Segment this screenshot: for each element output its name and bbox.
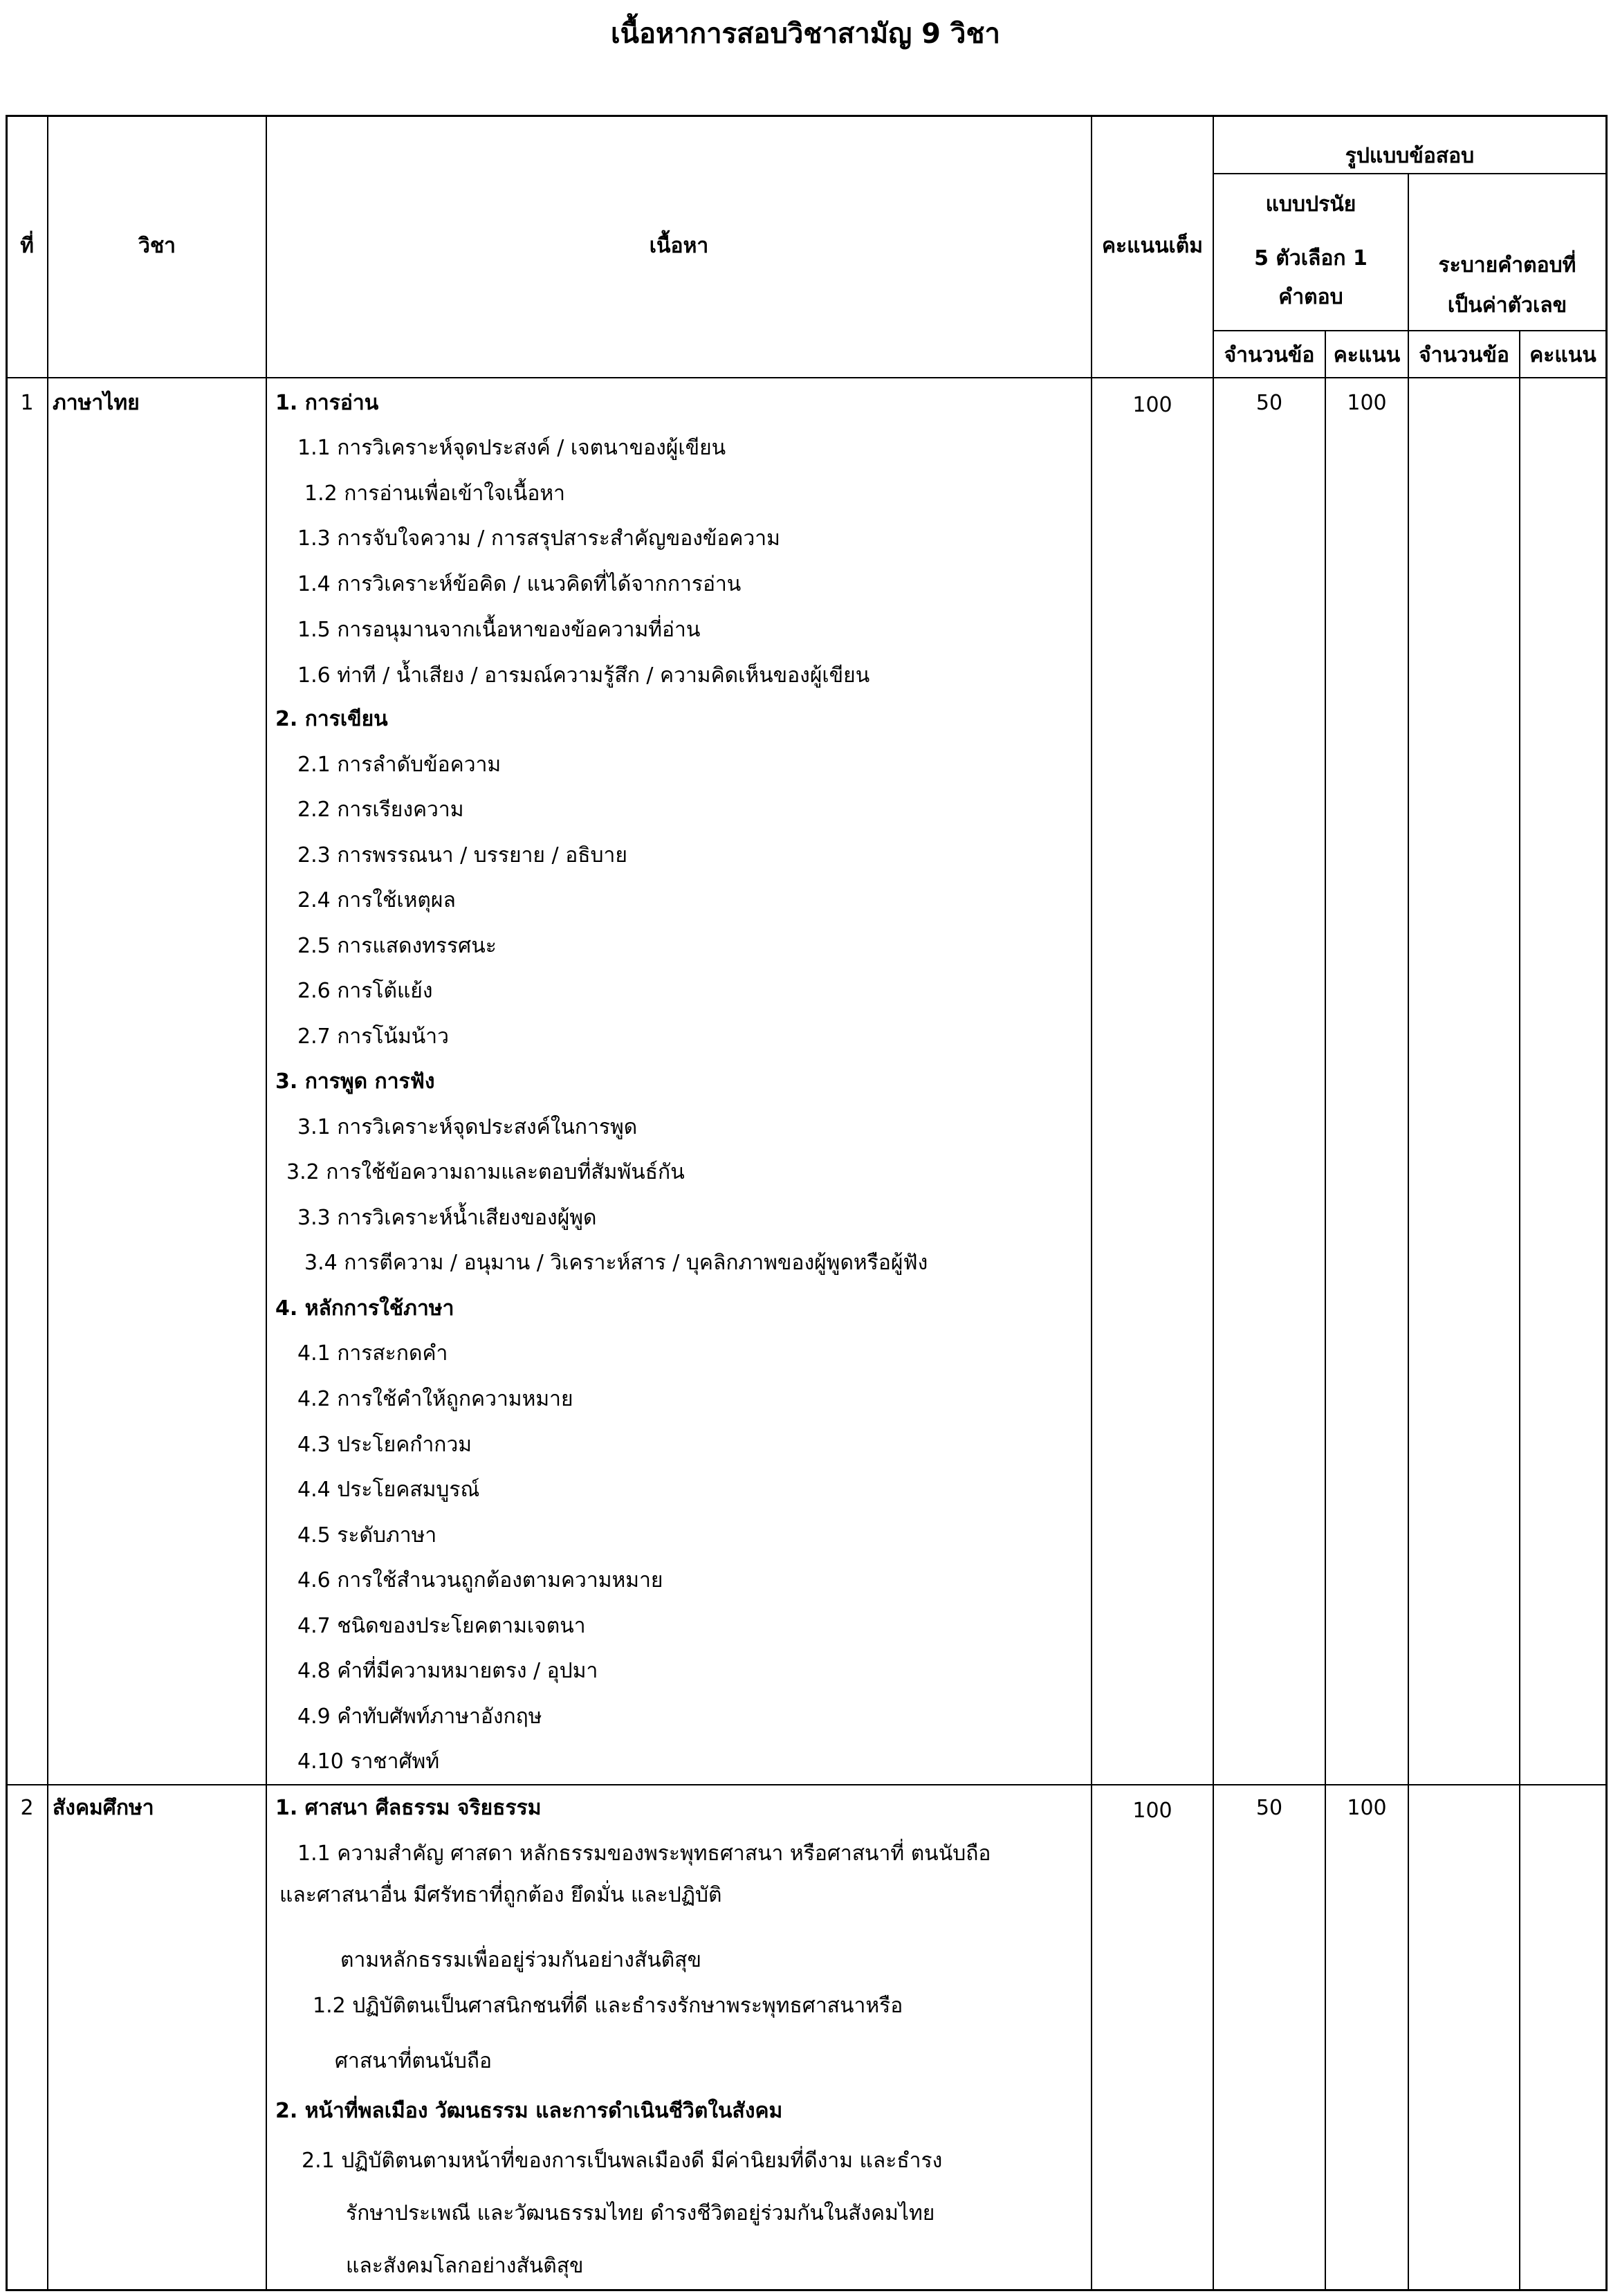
header-score-mc: คะแนน (1333, 343, 1401, 367)
format-divider (1213, 173, 1608, 174)
page-title: เนื้อหาการสอบวิชาสามัญ 9 วิชา (610, 18, 1000, 50)
table-border-bottom (6, 2289, 1608, 2291)
content-line: 2.4 การใช้เหตุผล (297, 888, 456, 912)
content-line: 1.2 การอ่านเพื่อเข้าใจเนื้อหา (304, 481, 566, 506)
content-line: 1.5 การอนุมานจากเนื้อหาของข้อความที่อ่าน (297, 618, 701, 642)
content-line: 2.6 การโต้แย้ง (297, 979, 433, 1003)
col-line-2 (266, 115, 267, 2291)
subheader-divider (1213, 330, 1608, 331)
col-line-5 (1325, 330, 1326, 2291)
header-full-score: คะแนนเต็ม (1101, 234, 1204, 258)
content-line: 1.3 การจับใจความ / การสรุปสาระสำคัญของข้อความ (297, 526, 780, 551)
content-line: 4.9 คำทับศัพท์ภาษาอังกฤษ (297, 1705, 542, 1729)
content-line: 4.1 การสะกดคำ (297, 1341, 448, 1366)
content-line: 4.7 ชนิดของประโยคตามเจตนา (297, 1614, 586, 1638)
row-subject: สังคมศึกษา (53, 1796, 154, 1820)
header-items-num: จำนวนข้อ (1419, 343, 1509, 367)
header-subject: วิชา (138, 234, 176, 258)
header-format: รูปแบบข้อสอบ (1345, 144, 1475, 168)
col-line-3 (1091, 115, 1092, 2291)
row-divider (6, 1784, 1608, 1785)
content-line: รักษาประเพณี และวัฒนธรรมไทย ดำรงชีวิตอยู่ร่วมกันในสังคมไทย (346, 2201, 935, 2225)
content-line: 2.3 การพรรณนา / บรรยาย / อธิบาย (297, 843, 627, 867)
row-no: 2 (20, 1796, 34, 1820)
content-line: 4.4 ประโยคสมบูรณ์ (297, 1478, 480, 1502)
content-line: และสังคมโลกอย่างสันติสุข (346, 2254, 584, 2278)
col-line-4 (1213, 115, 1214, 2291)
content-line: 1.1 การวิเคราะห์จุดประสงค์ / เจตนาของผู้เขียน (297, 436, 726, 460)
header-content: เนื้อหา (649, 234, 709, 258)
content-line: และศาสนาอื่น มีศรัทธาที่ถูกต้อง ยึดมั่น และปฏิบัติ (279, 1883, 722, 1907)
content-line: 1.2 ปฏิบัติตนเป็นศาสนิกชนที่ดี และธำรงรักษาพระพุทธศาสนาหรือ (313, 1994, 903, 2018)
header-score-num: คะแนน (1529, 343, 1596, 367)
col-line-0 (6, 115, 8, 2291)
content-line: 2.1 ปฏิบัติตนตามหน้าที่ของการเป็นพลเมืองดี มีค่านิยมที่ดีงาม และธำรง (302, 2149, 943, 2173)
header-num-line2: เป็นค่าตัวเลข (1447, 293, 1567, 318)
content-line: 2. หน้าที่พลเมือง วัฒนธรรม และการดำเนินชีวิตในสังคม (275, 2099, 783, 2123)
content-line: 4.8 คำที่มีความหมายตรง / อุปมา (297, 1659, 598, 1683)
content-line: 2.2 การเรียงความ (297, 798, 464, 822)
row-mc-items: 50 (1255, 391, 1283, 415)
content-line: 1.4 การวิเคราะห์ข้อคิด / แนวคิดที่ได้จากการอ่าน (297, 572, 742, 596)
row-subject: ภาษาไทย (53, 391, 140, 415)
header-mc-line2: 5 ตัวเลือก 1 (1254, 246, 1368, 270)
content-line: 4.6 การใช้สำนวนถูกต้องตามความหมาย (297, 1568, 663, 1592)
row-mc-score: 100 (1347, 1796, 1387, 1820)
content-line: 1.1 ความสำคัญ ศาสดา หลักธรรมของพระพุทธศาสนา หรือศาสนาที่ ตนนับถือ (297, 1842, 991, 1866)
content-line: 1. การอ่าน (275, 391, 379, 415)
header-mc-line1: แบบปรนัย (1265, 192, 1356, 217)
content-line: 4. หลักการใช้ภาษา (275, 1296, 454, 1321)
content-line: 4.5 ระดับภาษา (297, 1523, 437, 1547)
table-border-top (6, 115, 1608, 117)
content-line: 4.10 ราชาศัพท์ (297, 1749, 440, 1774)
content-line: 2. การเขียน (275, 707, 388, 731)
header-mc-line3: คำตอบ (1278, 285, 1343, 309)
content-line: 2.1 การลำดับข้อความ (297, 753, 501, 777)
header-no: ที่ (20, 234, 34, 258)
header-items-mc: จำนวนข้อ (1224, 343, 1315, 367)
content-line: 1.6 ท่าที / น้ำเสียง / อารมณ์ความรู้สึก / ความคิดเห็นของผู้เขียน (297, 663, 870, 688)
row-mc-items: 50 (1255, 1796, 1283, 1820)
header-num-line1: ระบายคำตอบที่ (1438, 253, 1576, 277)
col-line-7 (1519, 330, 1520, 2291)
col-line-8 (1605, 115, 1608, 2291)
header-bottom (6, 377, 1608, 378)
row-full-score: 100 (1132, 1799, 1172, 1823)
content-line: 3.3 การวิเคราะห์น้ำเสียงของผู้พูด (297, 1206, 597, 1230)
content-line: 3.4 การตีความ / อนุมาน / วิเคราะห์สาร / บุคลิกภาพของผู้พูดหรือผู้ฟัง (304, 1251, 928, 1275)
content-line: ศาสนาที่ตนนับถือ (335, 2049, 492, 2073)
content-line: 3.1 การวิเคราะห์จุดประสงค์ในการพูด (297, 1115, 638, 1139)
content-line: 2.7 การโน้มน้าว (297, 1025, 449, 1049)
content-line: 3. การพูด การฟัง (275, 1069, 435, 1094)
col-line-1 (47, 115, 48, 2291)
content-line: 4.3 ประโยคกำกวม (297, 1433, 472, 1457)
content-line: 1. ศาสนา ศีลธรรม จริยธรรม (275, 1796, 542, 1820)
row-full-score: 100 (1132, 393, 1172, 417)
col-line-6 (1408, 173, 1409, 2291)
row-mc-score: 100 (1347, 391, 1387, 415)
content-line: 2.5 การแสดงทรรศนะ (297, 934, 497, 958)
content-line: ตามหลักธรรมเพื่ออยู่ร่วมกันอย่างสันติสุข (340, 1948, 701, 1972)
content-line: 3.2 การใช้ข้อความถามและตอบที่สัมพันธ์กัน (286, 1160, 685, 1184)
row-no: 1 (20, 391, 34, 415)
content-line: 4.2 การใช้คำให้ถูกความหมาย (297, 1387, 573, 1411)
